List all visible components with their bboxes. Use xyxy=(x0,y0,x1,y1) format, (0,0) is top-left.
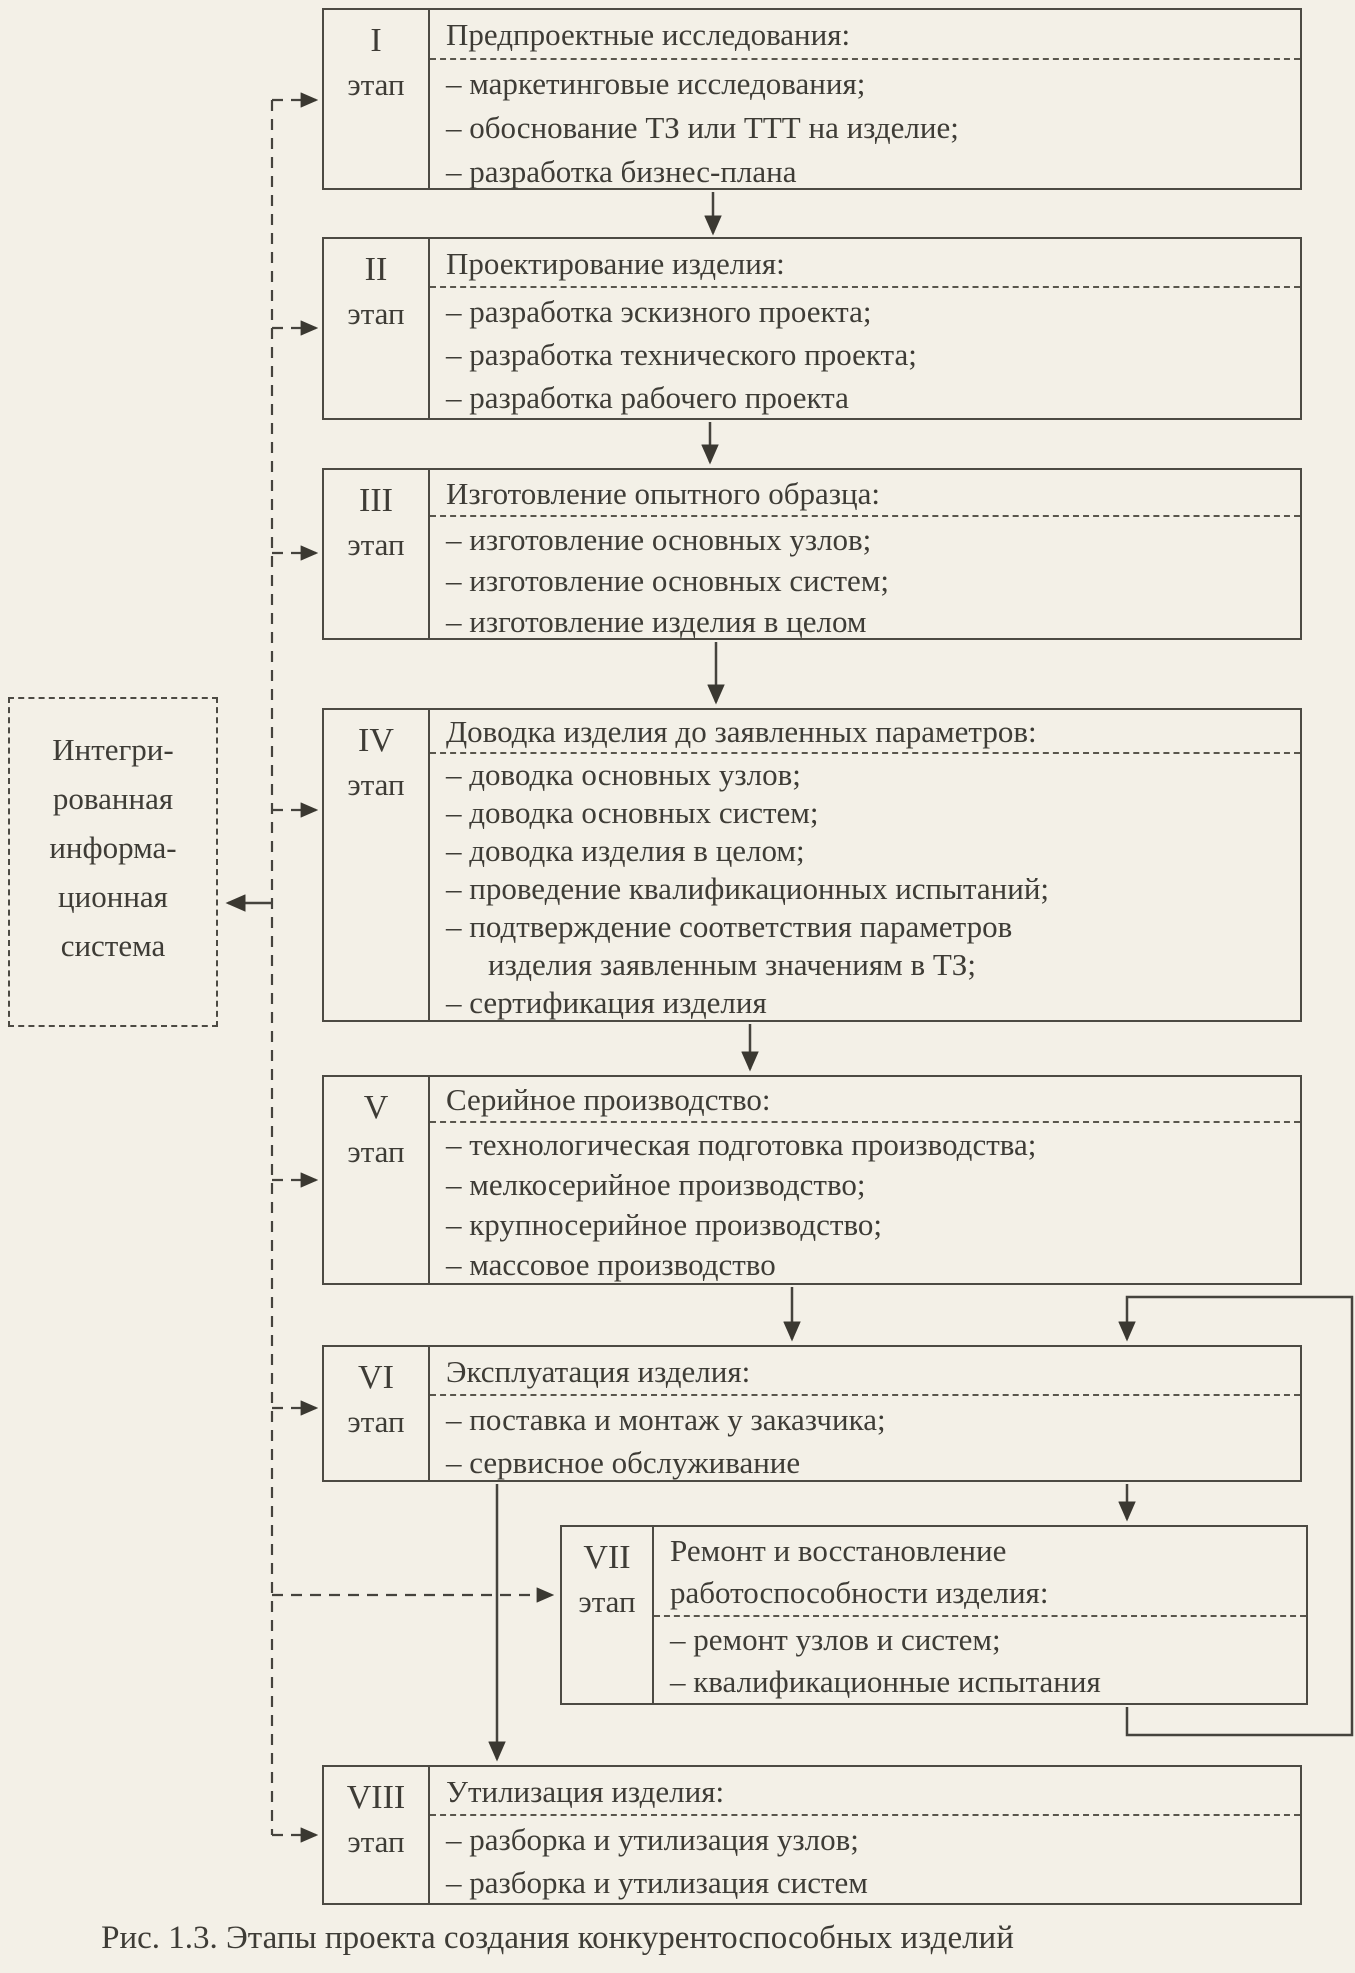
stage-numeral: VII xyxy=(583,1539,631,1576)
stage-item: – доводка основных систем; xyxy=(446,795,819,830)
stage-item: – ремонт узлов и систем; xyxy=(670,1622,1001,1657)
stage-title: Доводка изделия до заявленных параметров: xyxy=(446,714,1037,749)
stage-item: – крупносерийное производство; xyxy=(446,1207,882,1242)
stage-item: – разборка и утилизация систем xyxy=(446,1865,868,1900)
stage-item: – поставка и монтаж у заказчика; xyxy=(446,1402,886,1437)
stage-numeral: V xyxy=(363,1089,389,1126)
stage-box-vii xyxy=(560,1525,1308,1705)
stage-number-cell xyxy=(324,1767,430,1903)
stage-numeral: VI xyxy=(358,1359,394,1396)
stage-title: Изготовление опытного образца: xyxy=(446,476,880,511)
stage-item: – изготовление основных узлов; xyxy=(446,522,872,557)
stage-item: – подтверждение соответствия параметров изделия заявленным значениям в ТЗ; xyxy=(446,909,1013,982)
stage-content-cell xyxy=(430,1767,1300,1903)
stage-box-ii xyxy=(322,237,1302,420)
stage-number-cell xyxy=(562,1527,654,1703)
figure-caption: Рис. 1.3. Этапы проекта создания конкурентоспособных изделий xyxy=(101,1920,1014,1956)
title-separator xyxy=(430,286,1300,288)
stage-title: Проектирование изделия: xyxy=(446,246,785,281)
stage-title: Предпроектные исследования: xyxy=(446,17,851,52)
stage-title: Эксплуатация изделия: xyxy=(446,1354,751,1389)
stage-period-label: этап xyxy=(347,1824,405,1859)
title-separator xyxy=(430,1394,1300,1396)
stage-period-label: этап xyxy=(347,1404,405,1439)
stage-item: – мелкосерийное производство; xyxy=(446,1167,866,1202)
stage-item: – разработка рабочего проекта xyxy=(446,380,849,415)
info-system-box xyxy=(8,697,218,1027)
stage-period-label: этап xyxy=(347,296,405,331)
stage-number-cell xyxy=(324,1347,430,1480)
title-separator xyxy=(430,515,1300,517)
stage-title: Утилизация изделия: xyxy=(446,1774,725,1809)
stage-period-label: этап xyxy=(347,67,405,102)
info-system-label-line: ционная xyxy=(58,879,168,914)
stage-content-cell xyxy=(430,239,1300,418)
stage-item: – сервисное обслуживание xyxy=(446,1445,801,1480)
stage-item: – разработка технического проекта; xyxy=(446,337,917,372)
stage-box-iv xyxy=(322,708,1302,1022)
stage-title: Серийное производство: xyxy=(446,1082,771,1117)
stage-content-cell xyxy=(654,1527,1306,1703)
title-separator xyxy=(430,752,1300,754)
stage-box-i xyxy=(322,8,1302,190)
stage-period-label: этап xyxy=(578,1584,636,1619)
stage-item: – разборка и утилизация узлов; xyxy=(446,1822,859,1857)
stage-content-cell xyxy=(430,1347,1300,1480)
stage-item: – изготовление изделия в целом xyxy=(446,604,867,638)
stage-numeral: VIII xyxy=(346,1779,406,1816)
stage-content-cell xyxy=(430,470,1300,638)
stage-title: Ремонт и восстановление работоспособности изделия: xyxy=(670,1533,1049,1610)
info-system-label-line: рованная xyxy=(52,781,174,816)
info-system-label-line: система xyxy=(60,928,166,963)
stage-numeral: IV xyxy=(358,722,394,759)
stage-item: – сертификация изделия xyxy=(446,985,767,1020)
stage-box-vi xyxy=(322,1345,1302,1482)
stage-item: – изготовление основных систем; xyxy=(446,563,889,598)
stage-content-cell xyxy=(430,10,1300,188)
stage-period-label: этап xyxy=(347,767,405,802)
info-system-label-line: информа- xyxy=(49,830,177,865)
stage-box-iii xyxy=(322,468,1302,640)
stage-content-cell xyxy=(430,1077,1300,1283)
title-separator xyxy=(430,1814,1300,1816)
stage-content-cell xyxy=(430,710,1300,1020)
stage-item: – доводка основных узлов; xyxy=(446,757,801,792)
title-separator xyxy=(430,58,1300,60)
stage-box-v xyxy=(322,1075,1302,1285)
stage-item: – технологическая подготовка производства; xyxy=(446,1127,1037,1162)
stage-item: – квалификационные испытания xyxy=(670,1664,1101,1699)
stage-box-viii xyxy=(322,1765,1302,1905)
stage-period-label: этап xyxy=(347,1134,405,1169)
stage-item: – массовое производство xyxy=(446,1247,776,1282)
stage-numeral: I xyxy=(370,22,382,59)
stage-number-cell xyxy=(324,470,430,638)
stage-item: – разработка бизнес-плана xyxy=(446,154,797,188)
title-separator xyxy=(654,1615,1306,1617)
stage-numeral: II xyxy=(364,251,388,288)
stage-period-label: этап xyxy=(347,527,405,562)
stage-numeral: III xyxy=(359,482,393,519)
stage-item: – разработка эскизного проекта; xyxy=(446,294,872,329)
info-system-label-line: Интегри- xyxy=(52,732,174,767)
title-separator xyxy=(430,1121,1300,1123)
stage-number-cell xyxy=(324,710,430,1020)
stage-number-cell xyxy=(324,1077,430,1283)
stage-number-cell xyxy=(324,239,430,418)
stage-item: – обоснование ТЗ или ТТТ на изделие; xyxy=(446,110,959,145)
stage-item: – доводка изделия в целом; xyxy=(446,833,805,868)
stage-item: – маркетинговые исследования; xyxy=(446,66,866,101)
stage-item: – проведение квалификационных испытаний; xyxy=(446,871,1050,906)
stage-number-cell xyxy=(324,10,430,188)
